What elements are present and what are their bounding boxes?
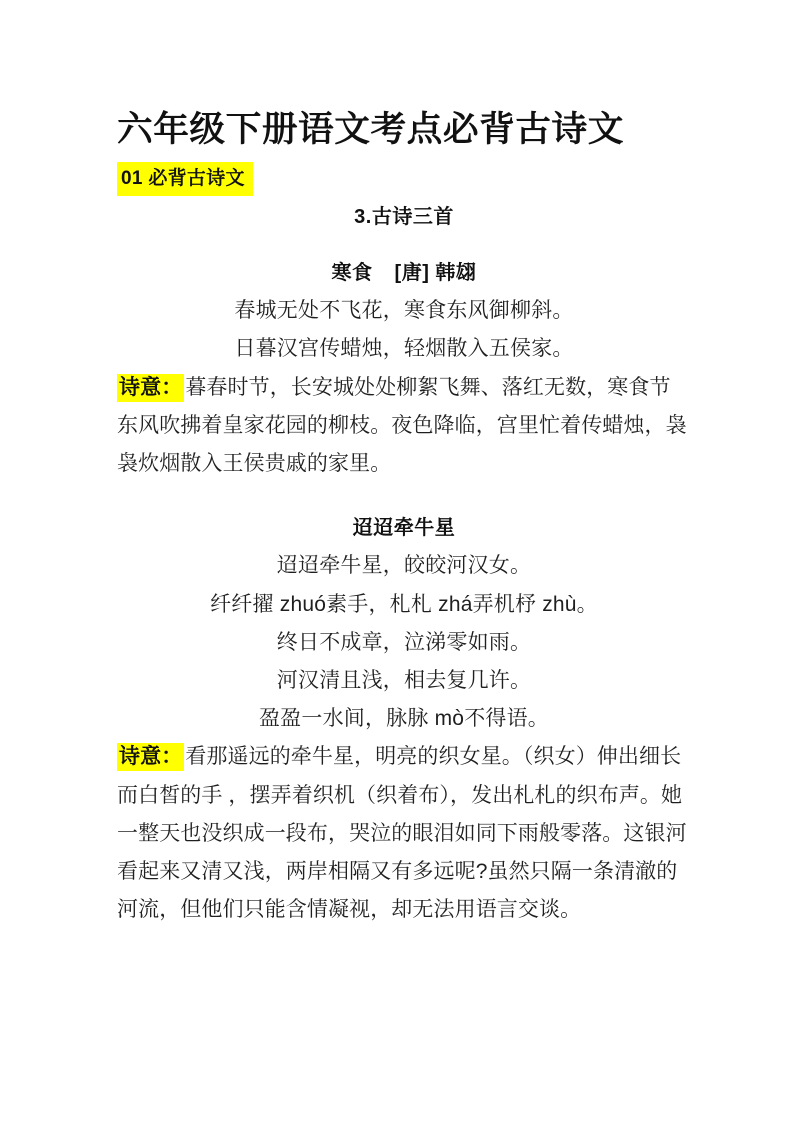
meaning-text: 看那遥远的牵牛星，明亮的织女星。（织女）伸出细长而白皙的手 ，摆弄着织机（织着布），发出札札的织布声。她一整天也没织成一段布，哭泣的眼泪如同下雨般零落。这银河看起来又清又浅，两岸相隔又有多远呢?虽然只隔一条清澈的河流，但他们只能含情凝视，却无法用语言交谈。 <box>117 745 687 922</box>
poem-title-row <box>117 499 691 547</box>
meaning-label: 诗意： <box>117 374 184 402</box>
poem-line: 日暮汉宫传蜡烛，轻烟散入五侯家。 <box>234 337 574 361</box>
poem-section-hanshi <box>117 252 691 483</box>
lesson-heading: 3.古诗三首 <box>354 206 454 229</box>
poem-line: 终日不成章，泣涕零如雨。 <box>276 630 532 654</box>
meaning-label: 诗意： <box>117 743 184 771</box>
poem-attribution: [唐] 韩翃 <box>394 262 477 285</box>
poem-title-row <box>117 252 691 292</box>
poem-meaning <box>117 738 691 929</box>
poem-meaning <box>117 369 691 484</box>
page-title: 六年级下册语文考点必背古诗文 <box>117 110 624 149</box>
section-chip-must-memorize: 01 必背古诗文 <box>117 162 253 196</box>
meaning-text: 暮春时节，长安城处处柳絮飞舞、落红无数，寒食节东风吹拂着皇家花园的柳枝。夜色降临，宫里忙着传蜡烛，袅袅炊烟散入王侯贵戚的家里。 <box>117 375 687 476</box>
poem-line: 迢迢牵牛星，皎皎河汉女。 <box>276 554 532 578</box>
poem-line: 春城无处不飞花，寒食东风御柳斜。 <box>234 299 574 323</box>
poem-line: 盈盈一水间，脉脉 mò不得语。 <box>258 707 549 731</box>
poem-line: 纤纤擢 zhuó素手，札札 zhá弄机杼 zhù。 <box>210 592 598 616</box>
poem-line: 河汉清且浅，相去复几许。 <box>276 669 532 692</box>
poem-section-tiaotiao <box>117 499 691 929</box>
poem-title: 迢迢牵牛星 <box>352 517 456 540</box>
poem-title: 寒食 <box>331 262 373 285</box>
section-chip-row <box>117 162 691 196</box>
page-content <box>117 0 691 930</box>
